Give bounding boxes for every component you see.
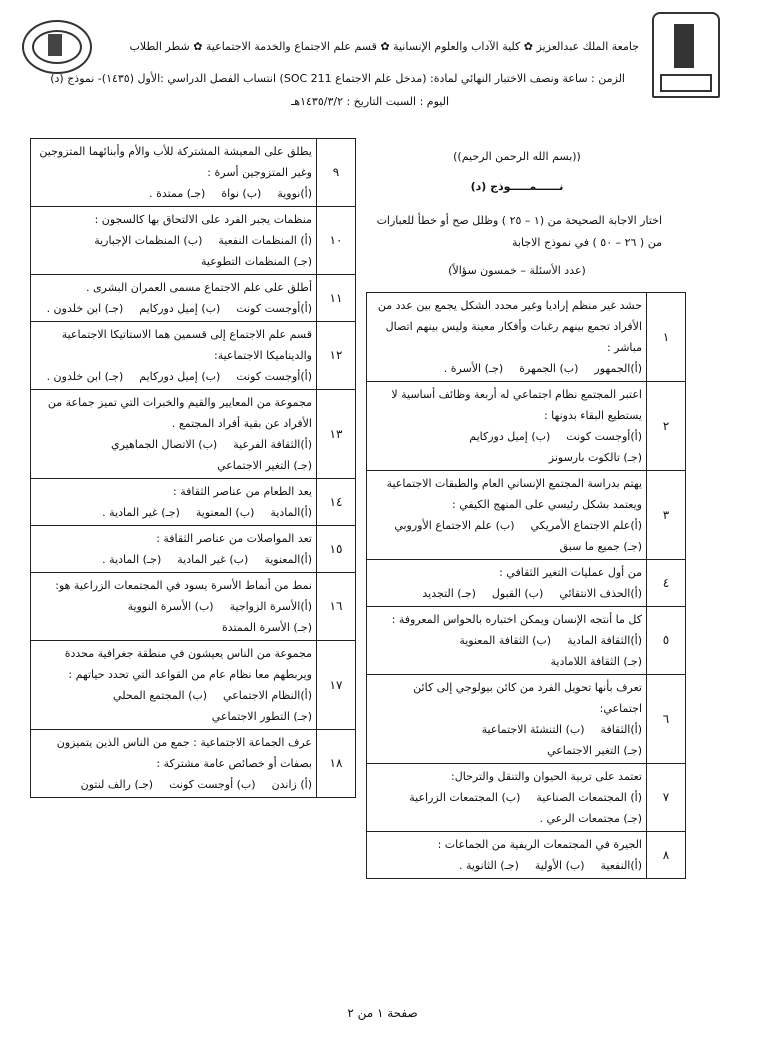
answer-option: (أ)أوجست كونت: [236, 370, 312, 383]
answer-option: (أ)أوجست كونت: [566, 430, 642, 443]
question-number: ١٦: [317, 573, 356, 641]
answer-option: (جـ) تالكوت بارسونز: [548, 451, 642, 464]
question-text: قسم علم الاجتماع إلى قسمين هما الاستاتيكا الاجتماعية والديناميكا الاجتماعية:: [61, 328, 312, 362]
question-number: ١١: [317, 275, 356, 322]
question-text: كل ما أنتجه الإنسان ويمكن اختباره بالحواس المعروفة :: [391, 613, 642, 626]
answer-option: (ب) غير المادية: [177, 553, 249, 566]
question-text: عرف الجماعة الاجتماعية : جمع من الناس الذين يتميزون بصفات أو خصائص عامة مشتركة :: [56, 736, 312, 770]
answer-option: (جـ) الثانوية .: [458, 859, 519, 872]
question-body: [31, 207, 317, 275]
question-row: [367, 382, 686, 471]
answer-option: (جـ) جميع ما سبق: [559, 540, 642, 553]
answer-options: [35, 549, 312, 570]
question-text: تعرف بأنها تحويل الفرد من كائن بيولوجي إلى كائن اجتماعي:: [413, 681, 642, 715]
question-number: ١٤: [317, 479, 356, 526]
question-text: يعد الطعام من عناصر الثقافة :: [173, 485, 312, 498]
questions-table-right: [366, 292, 686, 879]
header-institution: جامعة الملك عبدالعزيز ✿ كلية الآداب والعلوم الإنسانية ✿ قسم علم الاجتماع والخدمة الاجتماعية ✿ شطر الطلاب: [129, 40, 639, 53]
question-body: [31, 139, 317, 207]
question-text: تعتمد على تربية الحيوان والتنقل والترحال:: [451, 770, 642, 783]
answer-option: (أ)نووية: [277, 187, 312, 200]
question-body: [31, 322, 317, 390]
answer-options: [371, 787, 642, 829]
answer-option: (ب) الثقافة المعنوية: [459, 634, 552, 647]
university-logo: [652, 12, 720, 98]
question-row: [367, 764, 686, 832]
question-number: ١٥: [317, 526, 356, 573]
answer-options: [371, 719, 642, 761]
question-row: [31, 139, 356, 207]
answer-options: [371, 855, 642, 876]
answer-option: (ب) الاتصال الجماهيري: [111, 438, 218, 451]
question-body: [31, 526, 317, 573]
answer-option: (جـ) التغير الاجتماعي: [547, 744, 642, 757]
question-row: [31, 730, 356, 798]
question-text: من أول عمليات التغير الثقافي :: [499, 566, 642, 579]
answer-option: (جـ) ابن خلدون .: [46, 370, 124, 383]
question-body: [31, 641, 317, 730]
answer-option: (ب) المعنوية: [195, 506, 255, 519]
answer-option: (ب) المجتمعات الزراعية: [409, 791, 521, 804]
question-number: ٤: [647, 560, 686, 607]
answer-options: [371, 426, 642, 468]
answer-option: (ب) إميل دوركايم: [469, 430, 551, 443]
questions-table-left: [30, 138, 356, 798]
question-text: اعتبر المجتمع نظام اجتماعي له أربعة وظائف أساسية لا يستطيع البقاء بدونها :: [391, 388, 642, 422]
question-row: [31, 275, 356, 322]
question-text: نمط من أنماط الأسرة يسود في المجتمعات الزراعية هو:: [55, 579, 312, 592]
question-body: [367, 832, 647, 879]
basmala: ((بسم الله الرحمن الرحيم)): [453, 150, 581, 163]
question-row: [367, 832, 686, 879]
answer-options: [35, 502, 312, 523]
answer-option: (جـ) المنظمات التطوعية: [201, 255, 312, 268]
answer-option: (جـ) غير المادية .: [102, 506, 180, 519]
answer-options: [35, 774, 312, 795]
question-number: ١٣: [317, 390, 356, 479]
question-body: [367, 764, 647, 832]
question-body: [31, 573, 317, 641]
answer-option: (جـ) المادية .: [102, 553, 162, 566]
answer-option: (جـ) ابن خلدون .: [46, 302, 124, 315]
answer-options: [35, 298, 312, 319]
question-text: يهتم بدراسة المجتمع الإنساني العام والطبقات الاجتماعية ويعتمد بشكل رئيسي على المنهج الكيفي :: [386, 477, 642, 511]
answer-options: [35, 685, 312, 727]
question-body: [367, 607, 647, 675]
answer-options: [35, 183, 312, 204]
question-number: ١: [647, 293, 686, 382]
answer-option: (أ)علم الاجتماع الأمريكي: [530, 519, 642, 532]
answer-options: [35, 434, 312, 476]
question-number: ٥: [647, 607, 686, 675]
answer-option: (ب) القبول: [491, 587, 544, 600]
answer-option: (أ) المجتمعات الصناعية: [536, 791, 642, 804]
answer-option: (جـ) الأسرة الممتدة: [222, 621, 312, 634]
header-exam-info: الزمن : ساعة ونصف الاختبار النهائي لمادة: (مدخل علم الاجتماع SOC 211) انتساب الفصل الدراسي :الأول (١٤٣٥)- نموذج (د): [50, 72, 625, 85]
instructions: اختار الاجابة الصحيحة من (١ – ٢٥ ) وظلل صح أو خطأ للعبارات من ( ٢٦ – ٥٠ ) في نموذج الاجابة: [376, 214, 662, 249]
question-number: ٧: [647, 764, 686, 832]
answer-option: (ب) نواة: [221, 187, 262, 200]
answer-options: [371, 515, 642, 557]
question-row: [31, 573, 356, 641]
answer-option: (ب) أوجست كونت: [169, 778, 256, 791]
answer-option: (جـ) رالف لنتون: [80, 778, 154, 791]
answer-option: (ب) الجمهرة: [519, 362, 579, 375]
answer-options: [35, 230, 312, 272]
answer-option: (جـ) مجتمعات الرعي .: [539, 812, 642, 825]
question-row: [31, 207, 356, 275]
answer-option: (أ)المعنوية: [264, 553, 312, 566]
question-body: [367, 293, 647, 382]
question-number: ٩: [317, 139, 356, 207]
answer-option: (جـ) الأسرة .: [443, 362, 504, 375]
answer-option: (أ)النظام الاجتماعي: [223, 689, 312, 702]
question-row: [367, 471, 686, 560]
answer-options: [35, 596, 312, 638]
question-body: [367, 560, 647, 607]
answer-option: (جـ) التجديد: [422, 587, 476, 600]
answer-option: (ب) إميل دوركايم: [139, 302, 221, 315]
page-number: صفحة ١ من ٢: [347, 1006, 418, 1020]
question-number: ٣: [647, 471, 686, 560]
question-row: [31, 322, 356, 390]
answer-options: [371, 630, 642, 672]
answer-options: [371, 583, 642, 604]
answer-option: (أ)النفعية: [600, 859, 642, 872]
answer-options: [371, 358, 642, 379]
question-number: ٢: [647, 382, 686, 471]
answer-option: (جـ) التطور الاجتماعي: [211, 710, 312, 723]
question-body: [367, 471, 647, 560]
question-text: أطلق على علم الاجتماع مسمى العمران البشرى .: [86, 281, 312, 294]
answer-option: (أ) المنظمات النفعية: [218, 234, 312, 247]
question-number: ١٢: [317, 322, 356, 390]
question-number: ١٨: [317, 730, 356, 798]
question-text: الجيرة في المجتمعات الريفية من الجماعات :: [437, 838, 642, 851]
question-number: ١٧: [317, 641, 356, 730]
answer-option: (أ)الثقافة: [600, 723, 642, 736]
answer-option: (جـ) التغير الاجتماعي: [217, 459, 312, 472]
question-number: ٨: [647, 832, 686, 879]
question-number: ١٠: [317, 207, 356, 275]
question-body: [31, 275, 317, 322]
model-label: نــــــمـــــوذج (د): [470, 180, 564, 193]
answer-option: (أ)الحذف الانتقائي: [559, 587, 642, 600]
answer-option: (ب) إميل دوركايم: [139, 370, 221, 383]
question-text: يطلق على المعيشة المشتركة للأب والأم وأبنائهما المتزوجين وغير المتزوجين أسرة :: [39, 145, 312, 179]
question-row: [367, 560, 686, 607]
question-text: تعد المواصلات من عناصر الثقافة :: [156, 532, 312, 545]
answer-option: (أ)الجمهور: [594, 362, 642, 375]
answer-option: (ب) علم الاجتماع الأوروبي: [394, 519, 515, 532]
question-text: مجموعة من الناس يعيشون في منطقة جغرافية محددة ويربطهم معا نظام عام من القواعد التي تحدد حياتهم :: [64, 647, 312, 681]
question-row: [31, 479, 356, 526]
question-text: حشد غير منظم إراديا وغير محدد الشكل يجمع بين عدد من الأفراد تجمع بينهم رغبات وأفكار معينة وليس بينهم اتصال مباشر :: [377, 299, 642, 354]
answer-option: (أ)الثقافة المادية: [567, 634, 642, 647]
answer-option: (جـ) الثقافة اللامادية: [550, 655, 642, 668]
answer-option: (أ)الثقافة الفرعية: [233, 438, 312, 451]
question-row: [367, 607, 686, 675]
answer-option: (ب) المجتمع المحلي: [113, 689, 208, 702]
question-row: [31, 526, 356, 573]
answer-option: (جـ) ممتدة .: [149, 187, 206, 200]
question-text: مجموعة من المعايير والقيم والخبرات التي تميز جماعة من الأفراد عن بقية أفراد المجتمع .: [47, 396, 312, 430]
question-body: [367, 382, 647, 471]
question-row: [31, 641, 356, 730]
question-row: [367, 293, 686, 382]
answer-option: (أ)المادية: [270, 506, 312, 519]
answer-option: (أ)الأسرة الزواجية: [229, 600, 312, 613]
header-date: اليوم : السبت التاريخ : ١٤٣٥/٣/٢هـ: [291, 95, 449, 108]
question-text: منظمات يجبر الفرد على الالتحاق بها كالسجون :: [94, 213, 312, 226]
answer-option: (ب) الأولية: [534, 859, 585, 872]
answer-option: (ب) الأسرة النووية: [127, 600, 214, 613]
department-seal-logo: [22, 20, 92, 74]
question-body: [31, 390, 317, 479]
answer-option: (ب) التنشئة الاجتماعية: [481, 723, 585, 736]
question-row: [367, 675, 686, 764]
answer-options: [35, 366, 312, 387]
answer-option: (أ) زاندن: [271, 778, 312, 791]
answer-option: (ب) المنظمات الإجبارية: [94, 234, 203, 247]
answer-option: (أ)أوجست كونت: [236, 302, 312, 315]
question-number: ٦: [647, 675, 686, 764]
question-count: (عدد الأسئلة – خمسون سؤالاً): [448, 264, 586, 277]
question-body: [31, 730, 317, 798]
question-body: [31, 479, 317, 526]
question-row: [31, 390, 356, 479]
question-body: [367, 675, 647, 764]
